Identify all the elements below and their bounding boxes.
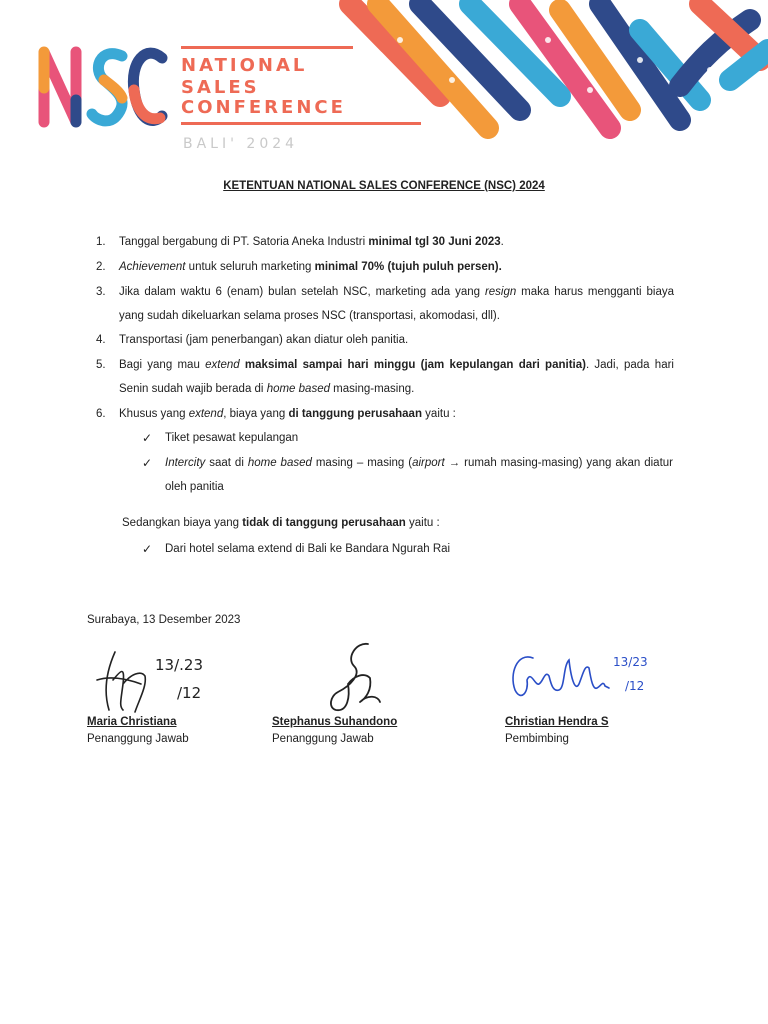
item-text: Transportasi (jam penerbangan) akan diatur oleh panitia.	[119, 334, 409, 346]
handwritten-date: /12	[177, 684, 202, 702]
logo-line-national: NATIONAL	[181, 55, 308, 76]
signatory-name: Maria Christiana	[87, 716, 177, 728]
checkmark-icon: ✓	[142, 431, 153, 445]
nsc-logo-mark	[44, 52, 162, 122]
signatory-role: Pembimbing	[505, 733, 569, 745]
signatory-role: Penanggung Jawab	[87, 733, 189, 745]
item-number: 2.	[96, 261, 106, 273]
place-date: Surabaya, 13 Desember 2023	[87, 614, 241, 626]
not-covered-item: Dari hotel selama extend di Bali ke Bandara Ngurah Rai	[165, 543, 451, 555]
handwritten-date: 13/23	[613, 655, 648, 669]
document-title: KETENTUAN NATIONAL SALES CONFERENCE (NSC) 2024	[223, 180, 545, 192]
checkmark-icon: ✓	[142, 456, 153, 470]
item-text: Jika dalam waktu 6 (enam) bulan setelah NSC, marketing ada yang resign maka harus mengganti biaya yang sudah dikeluarkan selama proses NSC (transportasi, akomodasi, dll).	[119, 286, 674, 322]
item-number: 6.	[96, 408, 106, 420]
handwritten-date: 13/.23	[155, 656, 203, 674]
logo-line-sales: SALES	[181, 77, 260, 98]
signatory-name: Stephanus Suhandono	[272, 716, 398, 728]
item-number: 4.	[96, 334, 106, 346]
item-text: Bagi yang mau extend maksimal sampai hari minggu (jam kepulangan dari panitia). Jadi, pada hari Senin sudah wajib berada di home based masing-masing.	[119, 359, 674, 395]
signature-christian	[505, 640, 675, 710]
signature-stephanus	[320, 636, 400, 716]
item-number: 3.	[96, 286, 106, 298]
item-text: Tanggal bergabung di PT. Satoria Aneka Industri minimal tgl 30 Juni 2023.	[119, 236, 504, 248]
handwritten-date: /12	[625, 679, 645, 693]
checkmark-icon: ✓	[142, 542, 153, 556]
logo-rule-top	[181, 46, 353, 49]
item-text: Khusus yang extend, biaya yang di tanggung perusahaan yaitu :	[119, 408, 456, 420]
signatory-name: Christian Hendra S	[505, 716, 609, 728]
covered-item: Tiket pesawat kepulangan	[165, 432, 299, 444]
signatory-role: Penanggung Jawab	[272, 733, 374, 745]
decorative-ribbons	[350, 4, 768, 128]
signature-maria	[85, 640, 235, 720]
logo-location: BALI' 2024	[183, 136, 299, 152]
item-text: Achievement untuk seluruh marketing minimal 70% (tujuh puluh persen).	[119, 261, 502, 273]
item-number: 1.	[96, 236, 106, 248]
item-number: 5.	[96, 359, 106, 371]
not-covered-intro: Sedangkan biaya yang tidak di tanggung perusahaan yaitu :	[122, 517, 440, 529]
logo-line-conference: CONFERENCE	[181, 97, 346, 118]
header-artwork	[0, 0, 768, 160]
covered-item: Intercity saat di home based masing – masing (airport → rumah masing-masing) yang akan diatur oleh panitia	[165, 457, 673, 493]
logo-rule-bottom	[181, 122, 421, 125]
